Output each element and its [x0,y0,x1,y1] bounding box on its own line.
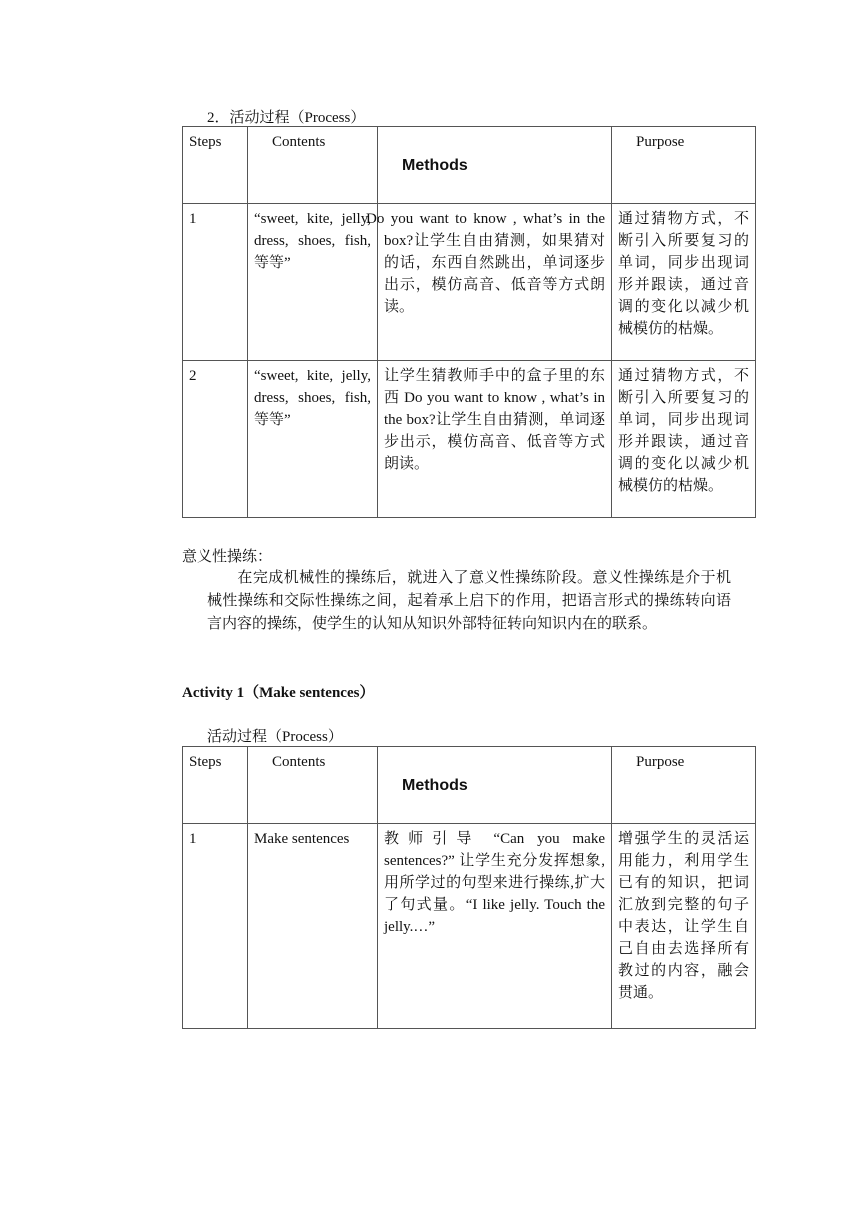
contents-cell: “sweet, kite, jelly, dress, shoes, fish, 等等” [248,361,378,518]
table-row [183,361,756,518]
header-methods: Methods [378,127,612,204]
methods-cell: 让学生猜教师手中的盒子里的东西 Do you want to know , what’s in the box?让学生自由猜测，单词逐步出示，模仿高音、低音等方式朗读。 [378,361,612,518]
table-row [183,204,756,361]
step-cell: 1 [183,824,248,1029]
step-cell: 1 [183,204,248,361]
header-contents: Contents [248,127,378,204]
activity-subtitle: 活动过程（Process） [207,729,343,745]
meaningful-practice-paragraph: 在完成机械性的操练后，就进入了意义性操练阶段。意义性操练是介于机械性操练和交际性操练之间，起着承上启下的作用，把语言形式的操练转向语言内容的操练，使学生的认知从知识外部特征转向知识内在的联系。 [207,570,731,632]
header-steps: Steps [183,747,248,824]
header-purpose: Purpose [612,127,756,204]
contents-cell: “sweet, kite, jelly, dress, shoes, fish, 等等” [248,204,378,361]
purpose-cell: 通过猜物方式，不断引入所要复习的单词，同步出现词形并跟读，通过音调的变化以减少机械模仿的枯燥。 [612,204,756,361]
purpose-cell: 通过猜物方式，不断引入所要复习的单词，同步出现词形并跟读，通过音调的变化以减少机械模仿的枯燥。 [612,361,756,518]
step-cell: 2 [183,361,248,518]
meaningful-practice-title: 意义性操练： [182,549,273,565]
header-steps: Steps [183,127,248,204]
table-header-row [183,127,756,204]
table-row [183,824,756,1029]
activity-title: Activity 1（Make sentences） [182,685,375,701]
purpose-cell: 增强学生的灵活运用能力，利用学生已有的知识，把词汇放到完整的句子中表达，让学生自己自由去选择所有教过的内容，融会贯通。 [612,824,756,1029]
section-title: 2．活动过程（Process） [207,110,366,126]
methods-cell: 教师引导 “Can you make sentences?” 让学生充分发挥想象,用所学过的句型来进行操练,扩大了句式量。“I like jelly. Touch the jelly.…” [378,824,612,1029]
header-contents: Contents [248,747,378,824]
methods-cell: Do you want to know , what’s in the box?让学生自由猜测，如果猜对的话，东西自然跳出，单词逐步出示，模仿高音、低音等方式朗读。 [378,204,612,361]
table-header-row [183,747,756,824]
contents-cell: Make sentences [248,824,378,1029]
process-table [182,126,756,518]
header-methods: Methods [378,747,612,824]
activity-table [182,746,756,1029]
header-purpose: Purpose [612,747,756,824]
